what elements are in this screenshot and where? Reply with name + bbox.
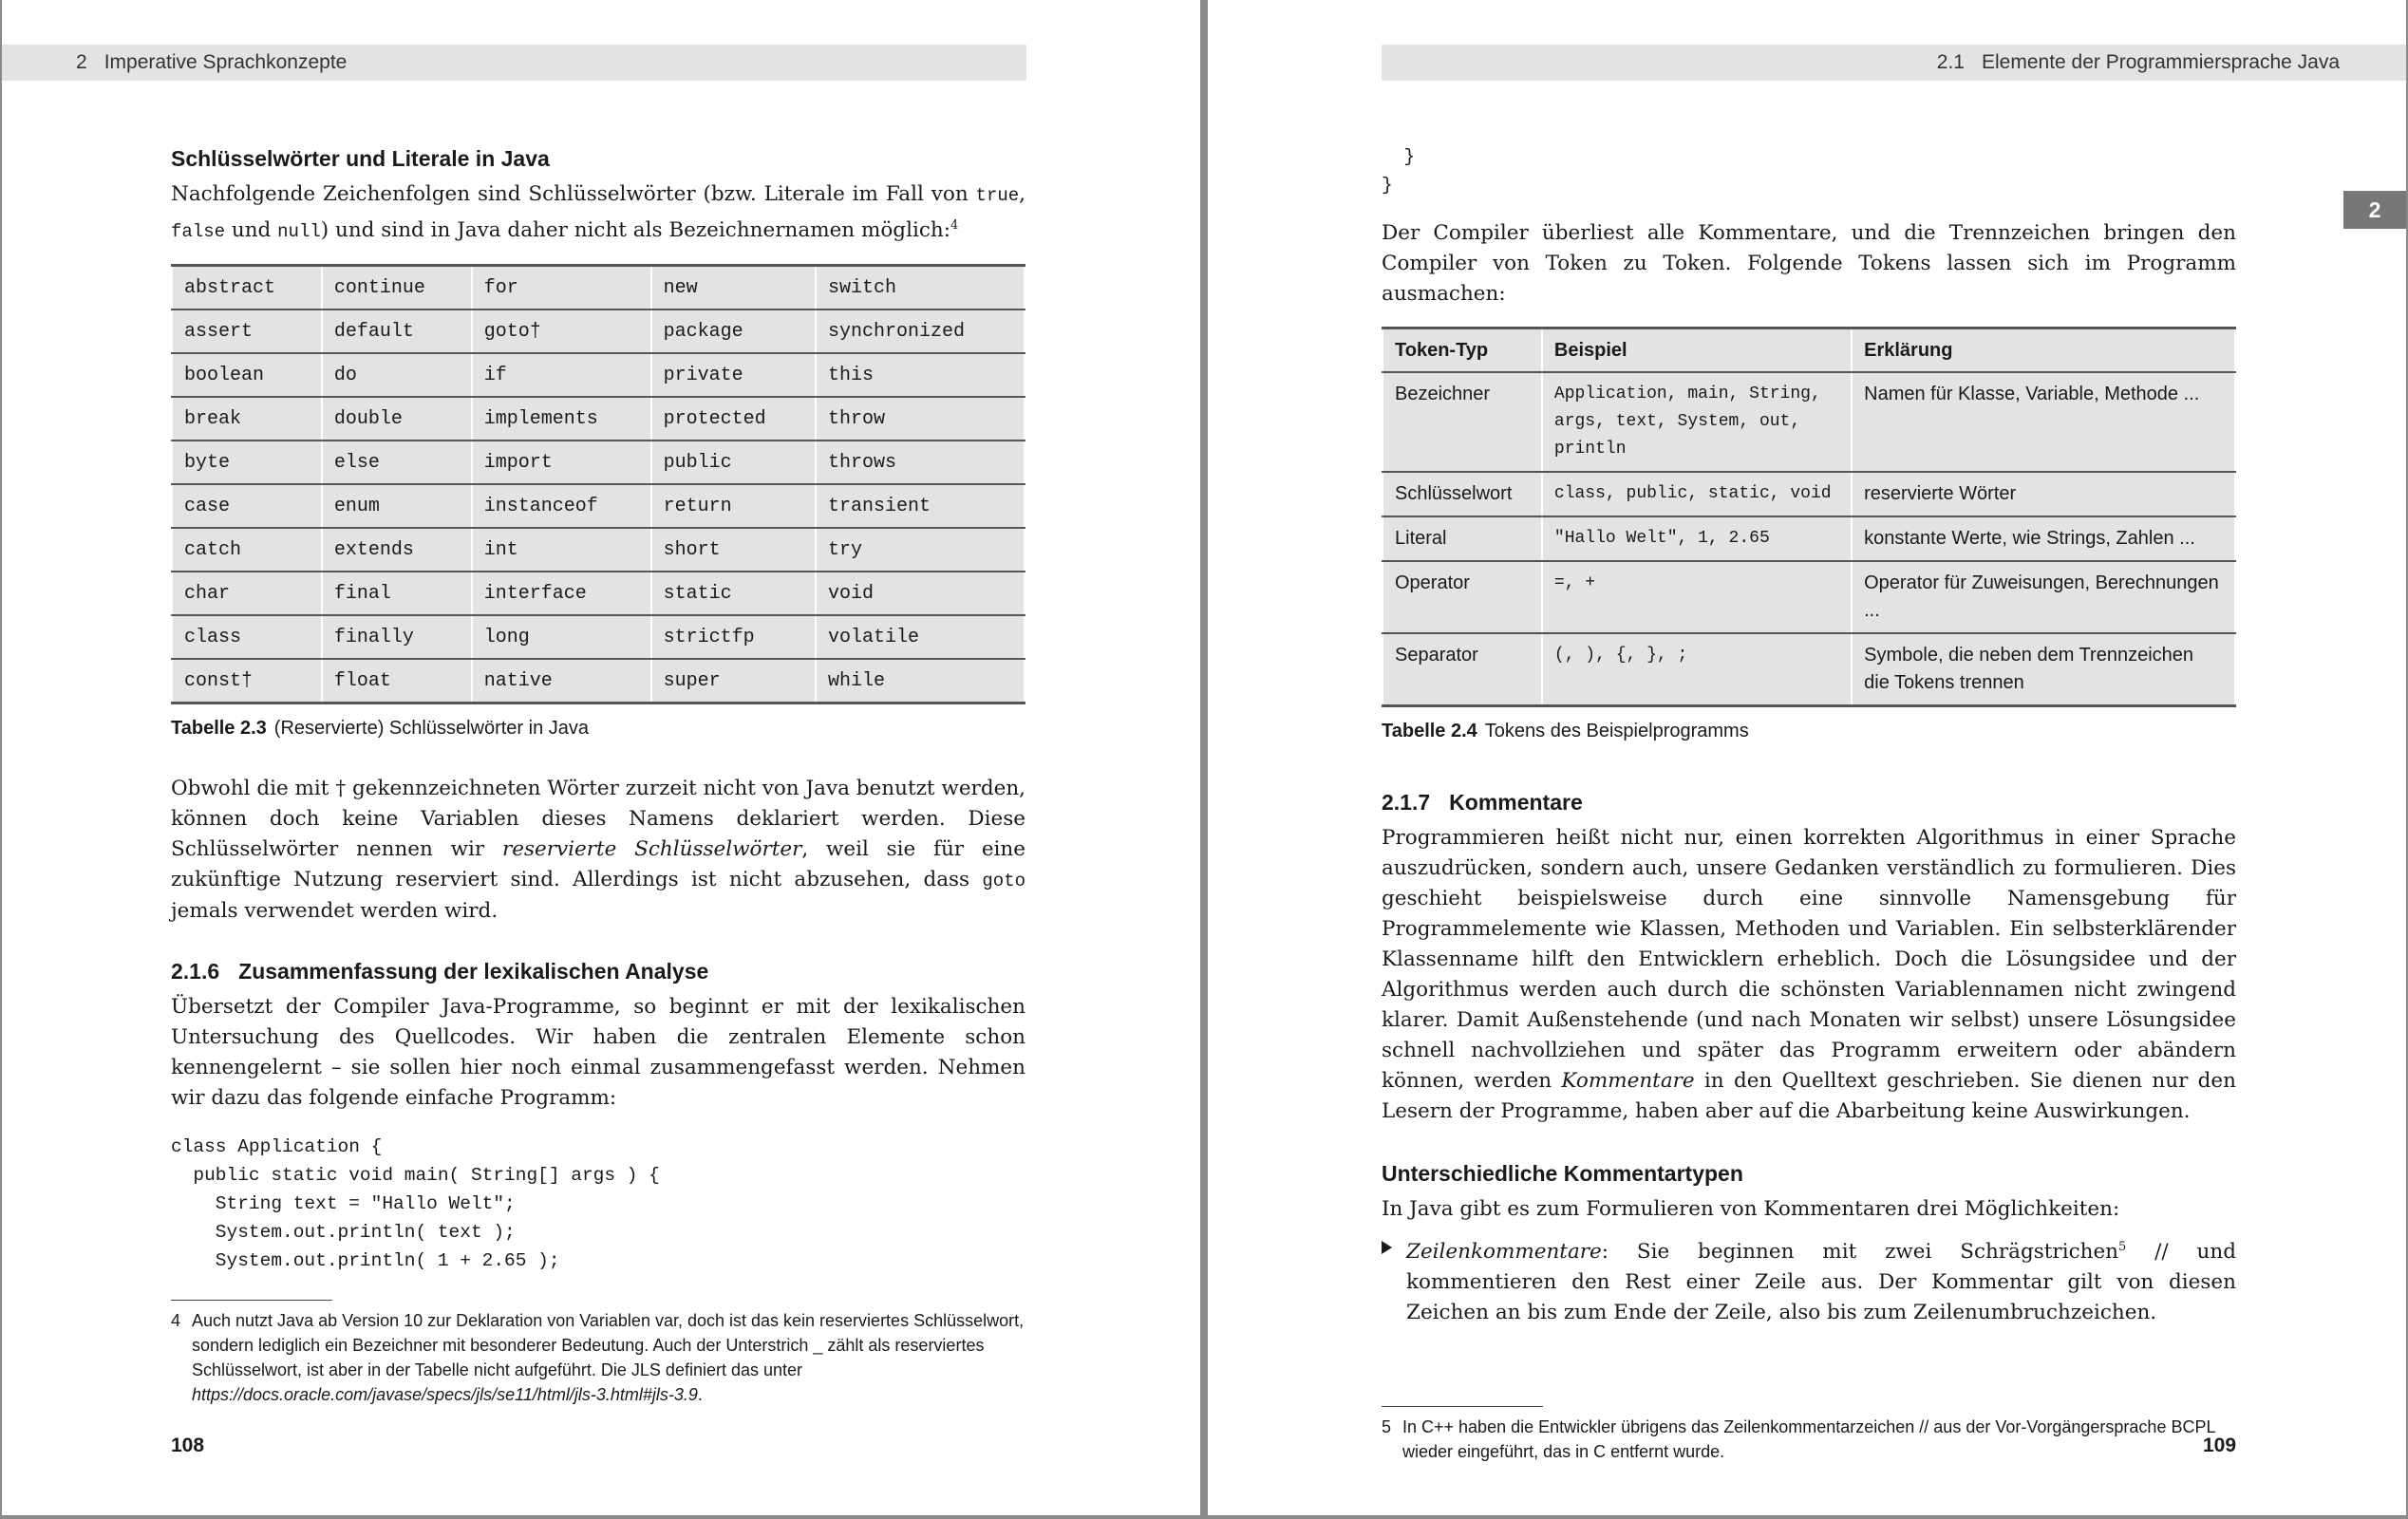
right-content: [1382, 142, 2236, 1464]
keyword-cell: new: [651, 266, 816, 310]
keyword-cell: try: [816, 528, 1025, 572]
token-explanation-cell: konstante Werte, wie Strings, Zahlen ...: [1852, 516, 2235, 561]
keyword-cell: while: [816, 659, 1025, 703]
table-row: [172, 397, 1025, 441]
keyword-cell: case: [172, 484, 322, 528]
keyword-cell: static: [651, 572, 816, 615]
keyword-cell: long: [472, 615, 651, 659]
keyword-cell: public: [651, 441, 816, 484]
table-2-3-caption: Tabelle 2.3 (Reservierte) Schlüsselwörter in Java: [171, 718, 590, 740]
keyword-cell: return: [651, 484, 816, 528]
token-example-cell: "Hallo Welt", 1, 2.65: [1542, 516, 1852, 561]
section-2-1-6-paragraph: Übersetzt der Compiler Java-Programme, so beginnt er mit der lexikalischen Untersuchung des Quellcodes. Wir haben die zentralen Elemente schon kennengelernt – sie sollen hier noch einmal zusammengefasst werden. Nehmen wir dazu das folgende einfache Programm:: [171, 995, 1025, 1111]
code-line: public static void main( String[] args ) {: [171, 1165, 660, 1187]
table-row: [172, 484, 1025, 528]
reserved-paragraph: Obwohl die mit † gekennzeichneten Wörter zurzeit nicht von Java benutzt werden, können doch keine Variablen dieses Namens deklariert werden. Diese Schlüsselwörter nennen wir reservierte Schlüsselwörter, weil sie für eine zukünftige Nutzung reserviert sind. Allerdings ist nicht abzusehen, dass goto jemals verwendet werden wird.: [171, 777, 1026, 924]
compiler-paragraph: Der Compiler überliest alle Kommentare, und die Trennzeichen bringen den Compiler von Token zu Token. Folgende Tokens lassen sich im Programm ausmachen:: [1382, 221, 2236, 306]
page-number-left: 108: [171, 1435, 205, 1456]
keyword-cell: native: [472, 659, 651, 703]
token-example-cell: (, ), {, }, ;: [1542, 633, 1852, 706]
token-explanation-cell: reservierte Wörter: [1852, 472, 2235, 516]
column-header: Beispiel: [1542, 328, 1852, 373]
code-line: String text = "Hallo Welt";: [171, 1193, 516, 1215]
table-row: [1383, 472, 2235, 516]
keyword-cell: implements: [472, 397, 651, 441]
chapter-title: Imperative Sprachkonzepte: [103, 51, 348, 73]
keyword-cell: enum: [322, 484, 472, 528]
footnote-rule: [1382, 1406, 1543, 1407]
token-type-cell: Literal: [1383, 516, 1542, 561]
keyword-cell: transient: [816, 484, 1025, 528]
table-row: [172, 309, 1025, 353]
section-2-1-6-heading: 2.1.6 Zusammenfassung der lexikalischen Analyse: [171, 959, 709, 985]
list-item: Zeilenkommentare: Sie beginnen mit zwei Schrägstrichen$^5$ // und kommentieren den Rest einer Zeile aus. Der Kommentar gilt von diesen Zeichen an bis zum Ende der Zeile, also bis zum Zeilenumbruchzeichen.: [1382, 1232, 2236, 1328]
token-explanation-cell: Symbole, die neben dem Trennzeichen die Tokens trennen: [1852, 633, 2235, 706]
keyword-cell: catch: [172, 528, 322, 572]
footnote-5: 5 In C++ haben die Entwickler übrigens das Zeilenkommentarzeichen // aus der Vor-Vorgängersprache BCPL wieder eingeführt, das in C entfernt wurde.: [1382, 1417, 2215, 1462]
section-number: 2.1: [1936, 51, 1965, 73]
table-row: [1383, 516, 2235, 561]
keyword-cell: extends: [322, 528, 472, 572]
table-2-4-caption: Tabelle 2.4 Tokens des Beispielprogramms: [1382, 721, 1749, 741]
code-listing-continued: [1382, 142, 2236, 199]
footnote-url: https://docs.oracle.com/javase/specs/jls/se11/html/jls-3.html#jls-3.9: [192, 1385, 698, 1405]
keyword-cell: int: [472, 528, 651, 572]
table-row: [172, 266, 1025, 310]
keyword-cell: synchronized: [816, 309, 1025, 353]
right-page: [1208, 0, 2406, 1515]
bullet-triangle-icon: [1382, 1241, 1392, 1254]
footnote-rule: [171, 1300, 332, 1301]
comment-types-heading: Unterschiedliche Kommentartypen: [1382, 1161, 1743, 1186]
code-line: System.out.println( text );: [171, 1222, 516, 1244]
keyword-intro: Nachfolgende Zeichenfolgen sind Schlüsselwörter (bzw. Literale im Fall von true, false und null) und sind in Java daher nicht als Bezeichnernamen möglich:$^4$: [171, 182, 1025, 243]
keyword-table: [171, 264, 1025, 704]
keyword-cell: private: [651, 353, 816, 397]
token-type-cell: Separator: [1383, 633, 1542, 706]
token-explanation-cell: Namen für Klasse, Variable, Methode ...: [1852, 372, 2235, 472]
keyword-cell: do: [322, 353, 472, 397]
keyword-cell: final: [322, 572, 472, 615]
keyword-cell: short: [651, 528, 816, 572]
footnote-ref-5: 5: [2118, 1240, 2127, 1254]
section-2-1-7-heading: 2.1.7 Kommentare: [1382, 790, 1583, 815]
token-example-cell: Application, main, String, args, text, System, out, println: [1542, 372, 1852, 472]
section-2-1-7-paragraph: Programmieren heißt nicht nur, einen korrekten Algorithmus in einer Sprache auszudrücken, sondern auch, unsere Gedanken verständlich zu formulieren. Dies geschieht beispielsweise durch eine sinnvolle Namensgebung für Programmelemente wie Klassen, Methoden und Variablen. Ein selbsterklärender Klassenname hilft den Entwicklern erheblich. Doch die Lösungsidee und der Algorithmus werden auch durch die schönsten Variablennamen nicht zwingend klarer. Damit Außenstehende (und nach Monaten wir selbst) unsere Lösungsidee schnell nachvollziehen und später das Programm erweitern oder abändern können, werden Kommentare in den Quelltext geschrieben. Sie dienen nur den Lesern der Programme, haben aber auf die Abarbeitung keine Auswirkungen.: [1382, 826, 2236, 1123]
keyword-cell: if: [472, 353, 651, 397]
table-row: [1383, 561, 2235, 633]
keyword-cell: boolean: [172, 353, 322, 397]
table-row: [172, 572, 1025, 615]
page-number-right: 109: [2203, 1435, 2237, 1456]
keyword-cell: continue: [322, 266, 472, 310]
keyword-cell: package: [651, 309, 816, 353]
keyword-cell: goto†: [472, 309, 651, 353]
token-table: [1382, 327, 2236, 707]
keyword-cell: volatile: [816, 615, 1025, 659]
keyword-cell: char: [172, 572, 322, 615]
footnote-4: 4 Auch nutzt Java ab Version 10 zur Deklaration von Variablen var, doch ist das kein reserviertes Schlüsselwort, sondern lediglich ein Bezeichner mit besonderer Bedeutung. Auch der Unterstrich _ zählt als reserviertes Schlüsselwort, ist aber in der Tabelle nicht aufgeführt. Die JLS definiert das unter https://docs.oracle.com/javase/specs/jls/se11/html/jls-3.html#jls-3.9.: [171, 1311, 1025, 1405]
keyword-cell: default: [322, 309, 472, 353]
code-line: class Application {: [171, 1136, 383, 1158]
column-header: Erklärung: [1852, 328, 2235, 373]
keyword-cell: const†: [172, 659, 322, 703]
keyword-cell: strictfp: [651, 615, 816, 659]
token-type-cell: Schlüsselwort: [1383, 472, 1542, 516]
table-row: [1383, 633, 2235, 706]
keyword-cell: instanceof: [472, 484, 651, 528]
chapter-tab: 2: [2343, 191, 2406, 229]
keyword-cell: float: [322, 659, 472, 703]
keyword-cell: else: [322, 441, 472, 484]
keyword-cell: finally: [322, 615, 472, 659]
token-type-cell: Operator: [1383, 561, 1542, 633]
running-head: [2, 45, 1026, 81]
comment-types-intro: In Java gibt es zum Formulieren von Kommentaren drei Möglichkeiten:: [1382, 1197, 2120, 1221]
keyword-cell: void: [816, 572, 1025, 615]
column-header: Token-Typ: [1383, 328, 1542, 373]
table-row: [172, 528, 1025, 572]
keyword-cell: throw: [816, 397, 1025, 441]
keyword-cell: throws: [816, 441, 1025, 484]
comment-types-list: [1382, 1232, 2236, 1328]
keyword-cell: abstract: [172, 266, 322, 310]
table-row: [172, 615, 1025, 659]
table-row: [172, 441, 1025, 484]
table-row: [1383, 372, 2235, 472]
token-explanation-cell: Operator für Zuweisungen, Berechnungen ...: [1852, 561, 2235, 633]
footnote-ref-4: 4: [950, 218, 959, 233]
keyword-cell: class: [172, 615, 322, 659]
keyword-cell: switch: [816, 266, 1025, 310]
token-example-cell: =, +: [1542, 561, 1852, 633]
keyword-cell: for: [472, 266, 651, 310]
keyword-cell: interface: [472, 572, 651, 615]
running-head: [1382, 45, 2406, 81]
chapter-number: 2: [76, 51, 87, 73]
code-listing: [171, 1133, 1025, 1275]
keyword-cell: this: [816, 353, 1025, 397]
token-example-cell: class, public, static, void: [1542, 472, 1852, 516]
left-page: [2, 0, 1200, 1515]
code-line: }: [1382, 175, 1393, 196]
keyword-heading: Schlüsselwörter und Literale in Java: [171, 146, 550, 171]
keyword-cell: super: [651, 659, 816, 703]
footnote-area: [1382, 1406, 2236, 1464]
keyword-cell: assert: [172, 309, 322, 353]
keyword-cell: byte: [172, 441, 322, 484]
footnote-area: [171, 1300, 1025, 1407]
keyword-cell: protected: [651, 397, 816, 441]
keyword-cell: double: [322, 397, 472, 441]
keyword-cell: import: [472, 441, 651, 484]
table-row: [172, 353, 1025, 397]
table-row: [172, 659, 1025, 703]
token-type-cell: Bezeichner: [1383, 372, 1542, 472]
left-content: [171, 142, 1025, 1407]
code-line: }: [1382, 146, 1416, 167]
keyword-cell: break: [172, 397, 322, 441]
section-title: Elemente der Programmiersprache Java: [1982, 51, 2340, 73]
code-line: System.out.println( 1 + 2.65 );: [171, 1250, 560, 1272]
